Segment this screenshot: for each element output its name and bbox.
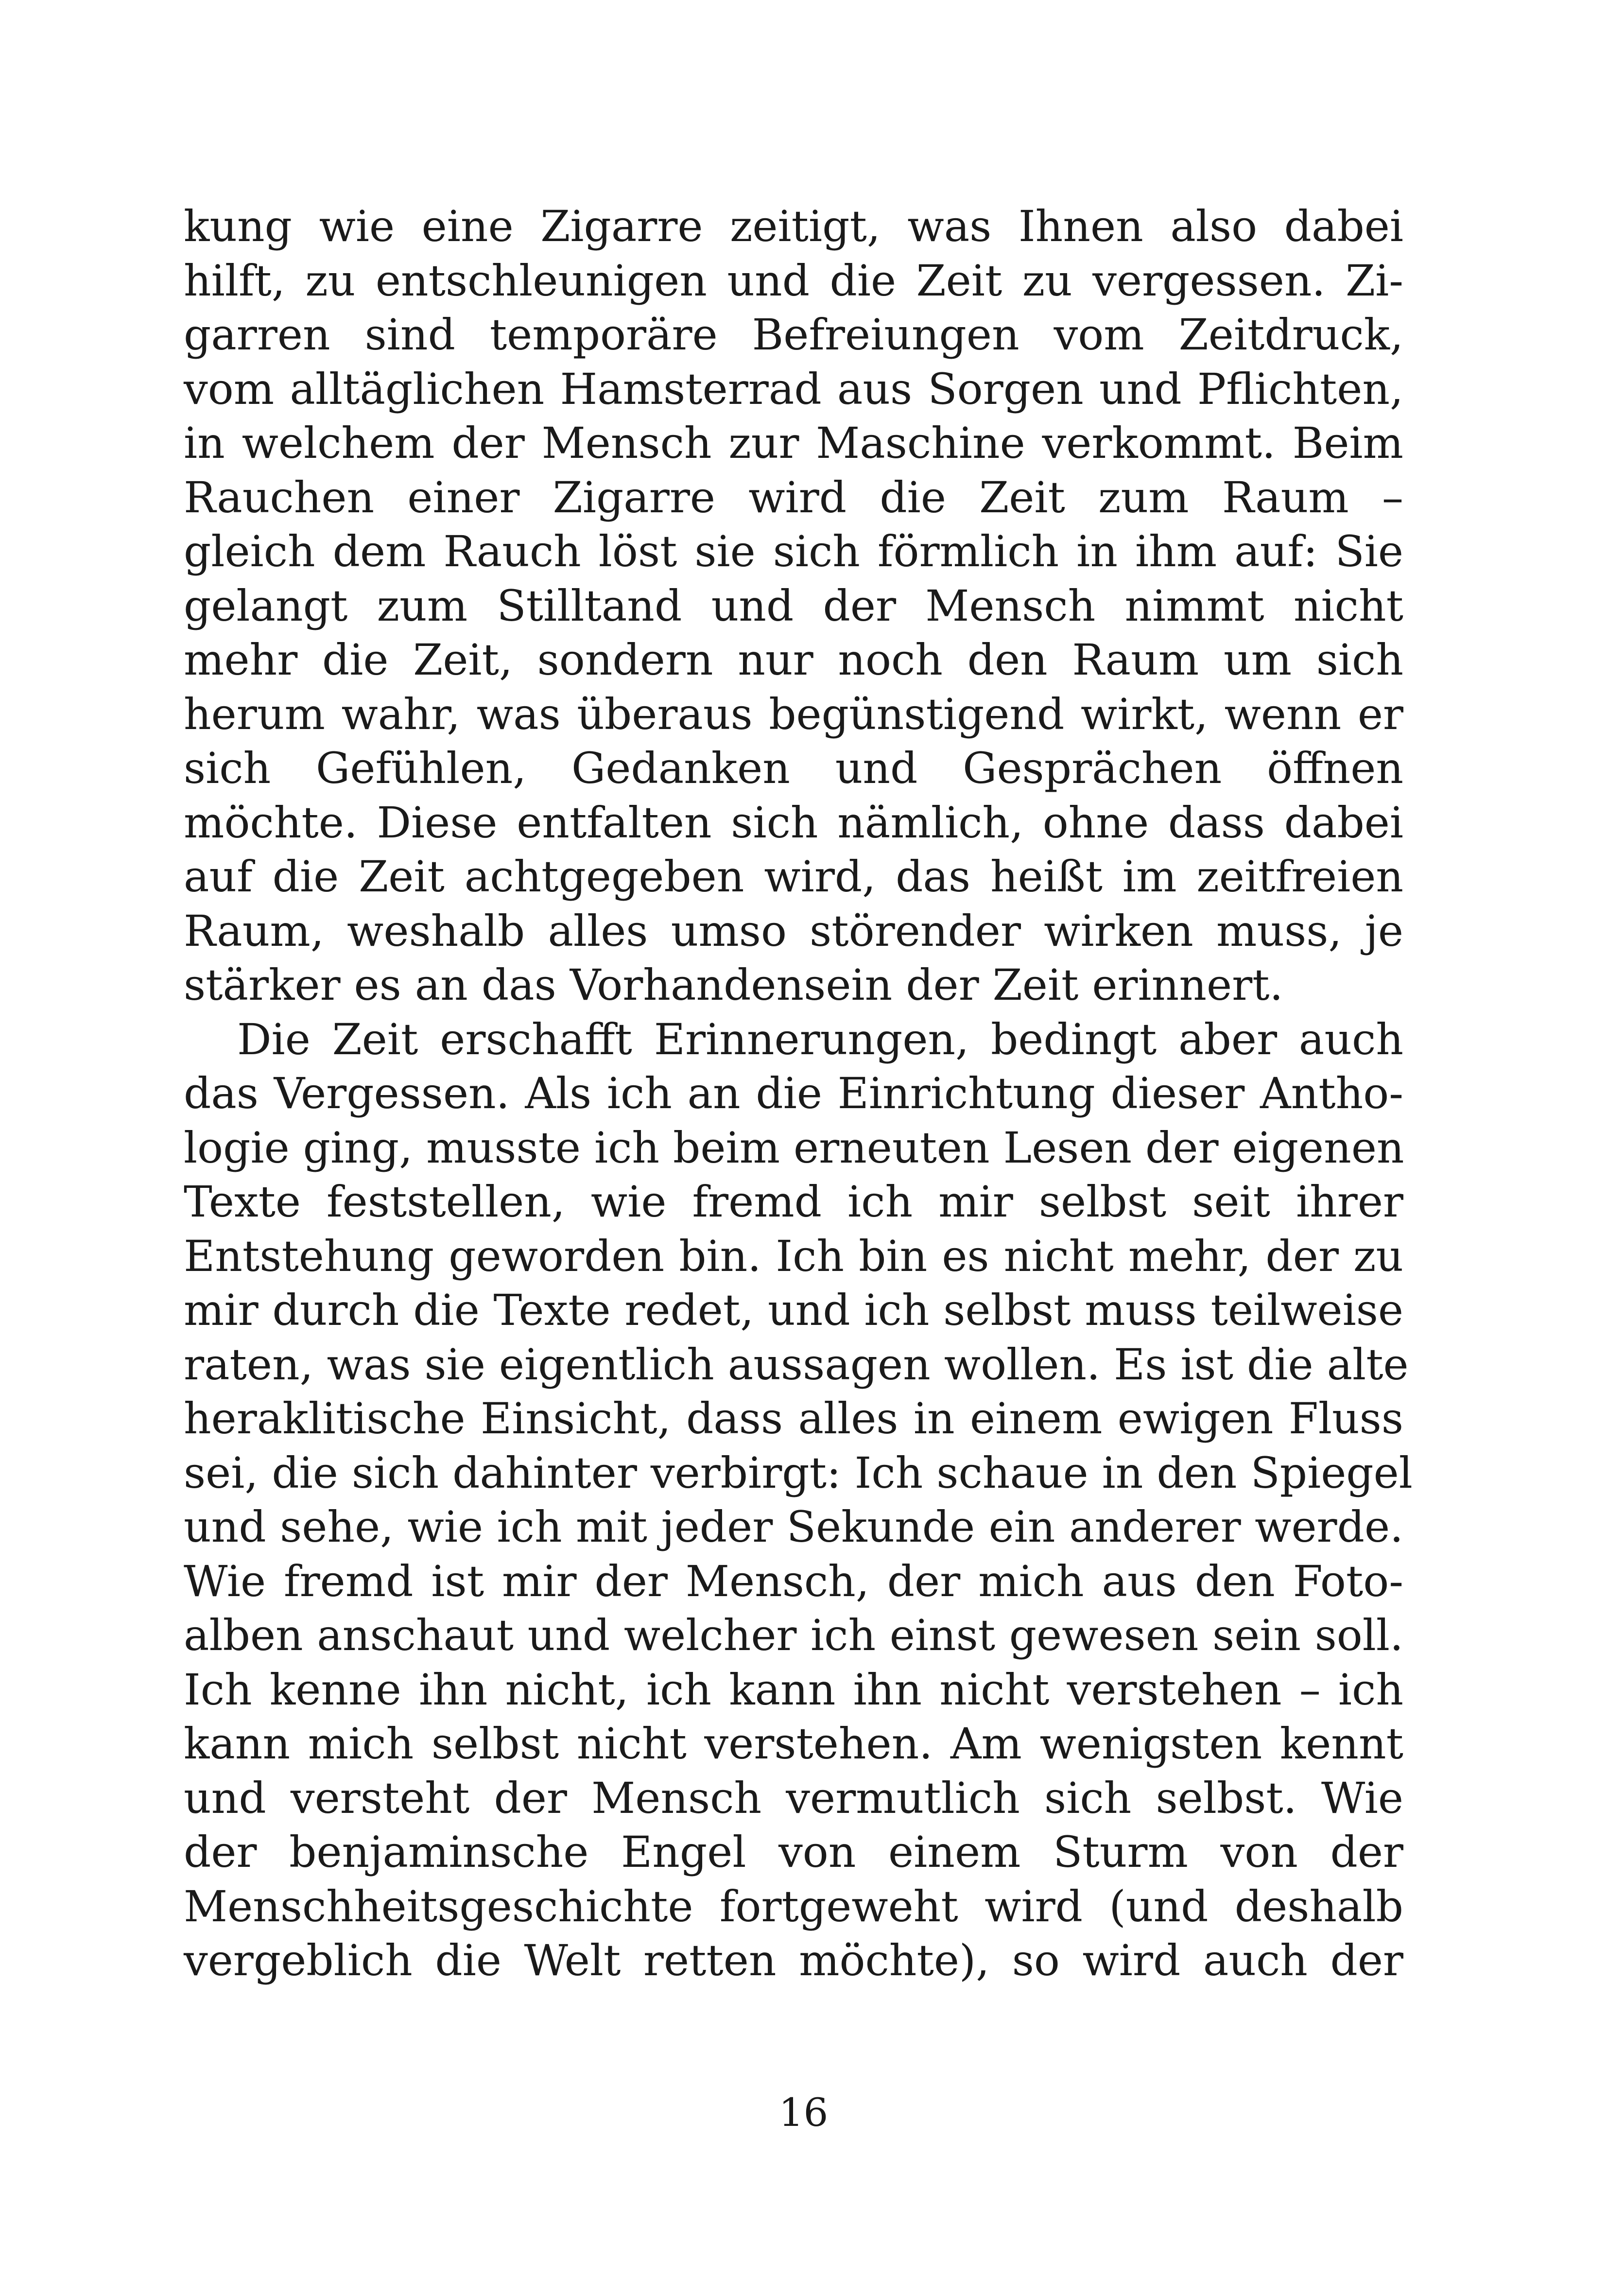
text-line: vom alltäglichen Hamsterrad aus Sorgen und Pflichten, <box>184 364 1403 414</box>
text-line: sich Gefühlen, Gedanken und Gesprächen öffnen <box>184 743 1403 793</box>
text-line: Entstehung geworden bin. Ich bin es nicht mehr, der zu <box>184 1231 1403 1281</box>
text-line: und sehe, wie ich mit jeder Sekunde ein anderer werde. <box>184 1502 1403 1552</box>
text-line: das Vergessen. Als ich an die Einrichtung dieser Antho- <box>184 1068 1403 1118</box>
text-line: auf die Zeit achtgegeben wird, das heißt im zeitfreien <box>184 852 1403 902</box>
text-line: gleich dem Rauch löst sie sich förmlich in ihm auf: Sie <box>184 526 1403 576</box>
text-line: Raum, weshalb alles umso störender wirken muss, je <box>184 905 1403 956</box>
text-line: stärker es an das Vorhandensein der Zeit erinnert. <box>184 960 1283 1010</box>
text-line: Ich kenne ihn nicht, ich kann ihn nicht verstehen – ich <box>184 1664 1403 1715</box>
text-line: heraklitische Einsicht, dass alles in einem ewigen Fluss <box>184 1393 1403 1444</box>
text-line: Wie fremd ist mir der Mensch, der mich aus den Foto- <box>184 1556 1403 1606</box>
text-line: Menschheitsgeschichte fortgeweht wird (und deshalb <box>184 1881 1403 1931</box>
text-line: raten, was sie eigentlich aussagen wollen. Es ist die alte <box>184 1339 1409 1390</box>
text-line: mehr die Zeit, sondern nur noch den Raum um sich <box>184 635 1403 685</box>
body-text <box>184 199 1413 1988</box>
text-line: kung wie eine Zigarre zeitigt, was Ihnen also dabei <box>184 201 1403 251</box>
text-line: herum wahr, was überaus begünstigend wirkt, wenn er <box>184 689 1403 739</box>
text-line: logie ging, musste ich beim erneuten Lesen der eigenen <box>184 1122 1404 1173</box>
text-line: vergeblich die Welt retten möchte), so wird auch der <box>184 1935 1403 1985</box>
text-line: mir durch die Texte redet, und ich selbst muss teilweise <box>184 1285 1403 1335</box>
text-line: sei, die sich dahinter verbirgt: Ich schaue in den Spiegel <box>184 1447 1413 1498</box>
page-number: 16 <box>778 2090 829 2135</box>
text-line: Rauchen einer Zigarre wird die Zeit zum Raum – <box>184 472 1403 522</box>
text-line: hilft, zu entschleunigen und die Zeit zu vergessen. Zi- <box>184 255 1403 306</box>
text-line: der benjaminsche Engel von einem Sturm von der <box>184 1827 1403 1877</box>
text-line: in welchem der Mensch zur Maschine verkommt. Beim <box>184 418 1403 468</box>
text-line: garren sind temporäre Befreiungen vom Zeitdruck, <box>184 310 1403 360</box>
text-line: Texte feststellen, wie fremd ich mir selbst seit ihrer <box>184 1177 1403 1227</box>
text-line: alben anschaut und welcher ich einst gewesen sein soll. <box>184 1610 1403 1660</box>
text-line: und versteht der Mensch vermutlich sich selbst. Wie <box>184 1773 1403 1823</box>
text-line: möchte. Diese entfalten sich nämlich, ohne dass dabei <box>184 797 1403 848</box>
text-line: kann mich selbst nicht verstehen. Am wenigsten kennt <box>184 1719 1403 1769</box>
text-line: Die Zeit erschafft Erinnerungen, bedingt aber auch <box>237 1014 1403 1064</box>
text-line: gelangt zum Stilltand und der Mensch nimmt nicht <box>184 580 1403 631</box>
